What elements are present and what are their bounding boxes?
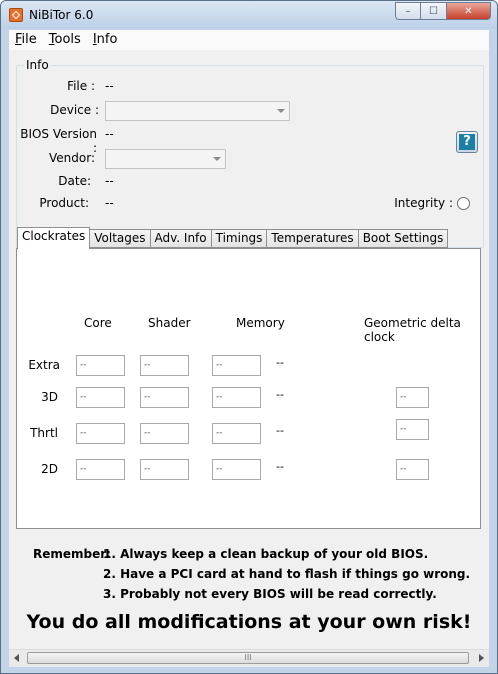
menu-bar [9,30,489,50]
bios-version-label: BIOS Version : [20,127,97,155]
vendor-dropdown[interactable] [105,149,226,169]
row-label-2d: 2D [41,462,58,476]
chevron-down-icon [213,157,221,161]
tab-voltages[interactable]: Voltages [90,229,150,248]
integrity-label: Integrity : [394,196,453,210]
maximize-button[interactable]: ☐ [421,2,447,20]
2d-memory-input[interactable]: -- [212,459,261,480]
remember-line-1: 1. Always keep a clean backup of your old BIOS. [103,547,429,561]
file-label: File : [67,79,95,93]
product-value: -- [105,196,114,210]
remember-label: Remember: [33,547,111,561]
remember-line-2: 2. Have a PCI card at hand to flash if things go wrong. [103,567,471,581]
help-icon: ? [459,134,475,150]
app-icon [9,8,23,22]
window-title: NiBiTor 6.0 [29,8,94,22]
thrtl-note: -- [276,424,284,437]
extra-core-input[interactable]: -- [76,355,125,376]
tab-temperatures[interactable]: Temperatures [267,229,358,248]
thrtl-memory-input[interactable]: -- [212,423,261,444]
device-label: Device : [50,103,99,117]
3d-core-input[interactable]: -- [76,387,125,408]
menu-info[interactable] [87,30,124,50]
thrtl-shader-input[interactable]: -- [140,423,189,444]
title-bar[interactable] [1,1,497,29]
delta-column-header: Geometric delta clock [364,316,461,344]
date-value: -- [105,174,114,188]
row-label-extra: Extra [28,358,60,372]
row-label-thrtl: Thrtl [30,426,58,440]
device-dropdown[interactable] [105,101,290,121]
remember-line-3: 3. Probably not every BIOS will be read correctly. [103,587,437,601]
horizontal-scrollbar[interactable] [9,649,489,667]
clockrates-panel [16,248,481,529]
tab-timings[interactable]: Timings [212,229,268,248]
tab-boot-settings[interactable]: Boot Settings [359,229,449,248]
3d-memory-input[interactable]: -- [212,387,261,408]
row-label-3d: 3D [41,390,58,404]
date-label: Date: [58,174,91,188]
tab-clockrates[interactable]: Clockrates [17,227,90,249]
2d-note: -- [276,460,284,473]
2d-delta-input[interactable]: -- [396,459,429,480]
risk-warning: You do all modifications at your own risk! [26,611,472,633]
info-group-label: Info [26,58,49,72]
tab-adv-info[interactable]: Adv. Info [151,229,212,248]
client-area [9,30,489,666]
3d-note: -- [276,388,284,401]
minimize-button[interactable]: – [395,2,421,20]
window-controls [395,2,491,20]
2d-shader-input[interactable]: -- [140,459,189,480]
memory-column-header: Memory [236,316,285,330]
scroll-left-icon[interactable] [14,654,19,662]
product-label: Product: [39,196,89,210]
bios-version-value: -- [105,127,114,141]
extra-shader-input[interactable]: -- [140,355,189,376]
menu-file-label: ile [21,32,37,47]
menu-tools-mnemonic: T [48,32,55,47]
integrity-indicator [457,197,470,210]
core-column-header: Core [84,316,112,330]
help-button[interactable] [456,131,478,153]
menu-tools-label: ools [54,32,81,47]
shader-column-header: Shader [148,316,191,330]
3d-shader-input[interactable]: -- [140,387,189,408]
menu-file[interactable] [9,30,43,50]
tab-strip [17,227,448,247]
scrollbar-thumb[interactable]: III [27,652,469,664]
extra-memory-input[interactable]: -- [212,355,261,376]
info-group [16,58,484,248]
thrtl-core-input[interactable]: -- [76,423,125,444]
thrtl-delta-input[interactable]: -- [396,419,429,440]
vendor-label: Vendor: [49,151,95,165]
menu-tools[interactable] [43,30,87,50]
scroll-right-icon[interactable] [479,654,484,662]
file-value: -- [105,79,114,93]
chevron-down-icon [277,109,285,113]
close-button[interactable]: ✕ [447,2,491,20]
2d-core-input[interactable]: -- [76,459,125,480]
menu-info-mnemonic: I [92,32,97,47]
menu-info-label: nfo [96,32,118,47]
extra-note: -- [276,356,284,369]
menu-file-mnemonic: F [15,32,22,47]
3d-delta-input[interactable]: -- [396,387,429,408]
